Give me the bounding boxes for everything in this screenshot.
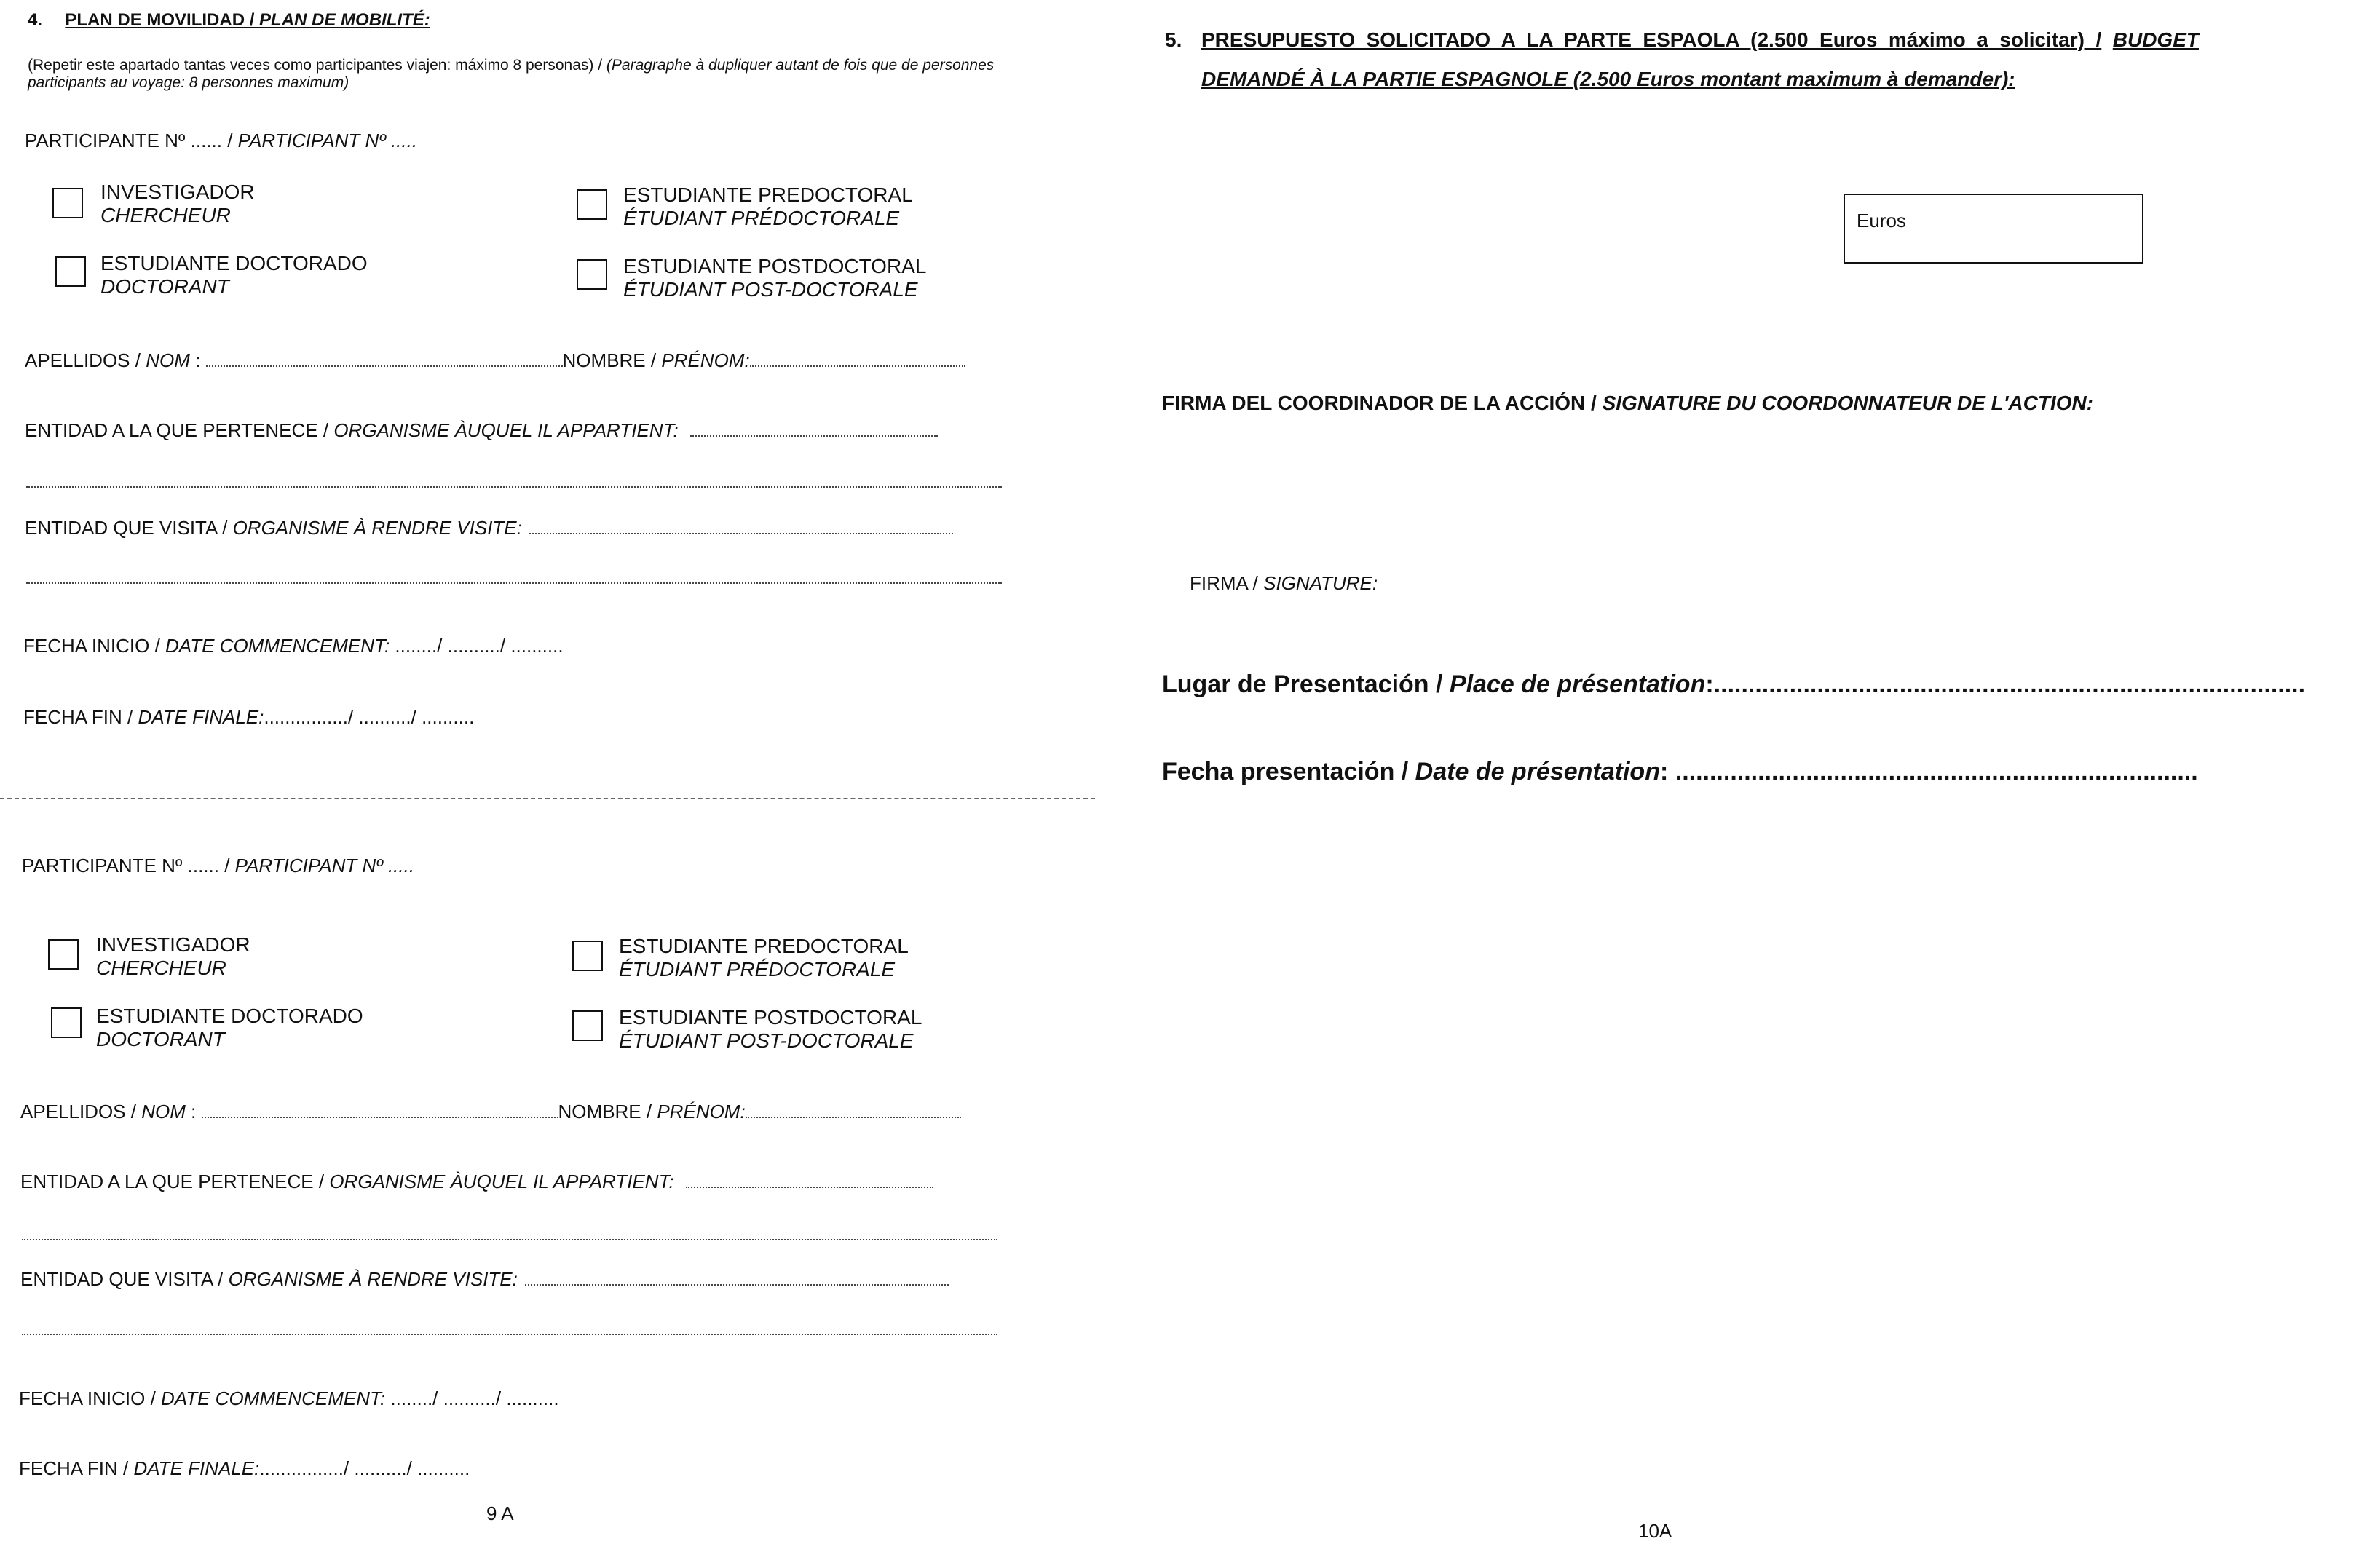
role-fr: ÉTUDIANT POST-DOCTORALE — [623, 278, 918, 301]
label-estudiante-predoctoral — [623, 183, 913, 230]
role-es: INVESTIGADOR — [96, 933, 250, 956]
role-es: INVESTIGADOR — [100, 181, 255, 203]
role-fr: DOCTORANT — [96, 1028, 225, 1050]
checkbox-investigador[interactable] — [48, 939, 79, 970]
entidad-pertenece-continuation-line[interactable] — [26, 486, 1002, 488]
checkbox-estudiante-predoctoral[interactable] — [572, 941, 603, 971]
apellidos-colon: : — [185, 1101, 202, 1122]
fecha-inicio-row — [19, 1387, 559, 1409]
fecha-inicio-label-es: FECHA INICIO / — [19, 1387, 162, 1409]
signature-area[interactable] — [1311, 539, 1966, 597]
entidad-visita-field[interactable] — [525, 1268, 949, 1286]
fecha-fin-row — [19, 1457, 470, 1479]
participant-number-label — [22, 855, 414, 876]
label-estudiante-doctorado — [100, 252, 368, 298]
role-fr: ÉTUDIANT PRÉDOCTORALE — [619, 958, 896, 981]
nombre-label-es: NOMBRE / — [562, 349, 662, 371]
nombre-field[interactable] — [750, 349, 965, 367]
entidad-visita-label-fr: ORGANISME À RENDRE VISITE: — [228, 1268, 518, 1290]
fecha-inicio-field[interactable]: ......../ ........../ .......... — [385, 1387, 559, 1409]
entidad-visita-label-es: ENTIDAD QUE VISITA / — [20, 1268, 229, 1290]
participant-label-es: PARTICIPANTE Nº ...... / — [22, 855, 235, 876]
section-4-title: PLAN DE MOVILIDAD — [65, 10, 245, 30]
section-4-heading — [28, 10, 430, 31]
entidad-visita-label-es: ENTIDAD QUE VISITA / — [25, 517, 233, 539]
fecha-presentacion-es: Fecha presentación / — [1162, 758, 1415, 785]
entidad-pertenece-row — [20, 1171, 933, 1192]
section-4-separator: / — [245, 10, 260, 30]
role-fr: ÉTUDIANT POST-DOCTORALE — [619, 1029, 914, 1052]
intro-es: (Repetir este apartado tantas veces como participantes viajen: máximo 8 personas) / — [28, 57, 606, 74]
section-4-intro — [28, 57, 1062, 92]
entidad-pertenece-continuation-line[interactable] — [22, 1239, 997, 1240]
entidad-visita-row — [25, 517, 953, 539]
page-number-right: 10A — [1638, 1520, 1672, 1542]
fecha-inicio-label-fr: DATE COMMENCEMENT: — [165, 635, 390, 657]
intro-fr: (Paragraphe à dupliquer autant de fois que de personnes participants au voyage: 8 personnes maximum) — [28, 57, 995, 91]
euros-amount-box[interactable] — [1844, 194, 2143, 264]
participant-label-es: PARTICIPANTE Nº ...... / — [25, 130, 238, 151]
entidad-pertenece-label-fr: ORGANISME ÀUQUEL IL APPARTIENT: — [333, 419, 679, 441]
role-es: ESTUDIANTE PREDOCTORAL — [623, 183, 913, 206]
fecha-fin-label-es: FECHA FIN / — [19, 1457, 134, 1479]
entidad-visita-continuation-line[interactable] — [22, 1334, 997, 1335]
section-5-heading — [1165, 20, 2359, 99]
role-es: ESTUDIANTE PREDOCTORAL — [619, 935, 909, 957]
participant-label-fr: PARTICIPANT Nº ..... — [237, 130, 418, 151]
fecha-fin-field[interactable]: ................/ ........../ .......... — [259, 1457, 470, 1479]
entidad-pertenece-field[interactable] — [686, 1171, 933, 1188]
checkbox-estudiante-postdoctoral[interactable] — [577, 259, 607, 290]
entidad-pertenece-row — [25, 419, 938, 441]
apellidos-field[interactable] — [206, 349, 563, 367]
role-fr: DOCTORANT — [100, 275, 229, 298]
section-4-title-fr: PLAN DE MOBILITÉ: — [259, 10, 430, 30]
checkbox-investigador[interactable] — [52, 188, 83, 218]
section-5-title-fr: BUDGET DEMANDÉ À LA PARTIE ESPAGNOLE (2.500 Euros montant maximum à demander): — [1201, 28, 2199, 90]
label-investigador — [100, 181, 255, 227]
apellidos-row — [25, 349, 965, 371]
label-estudiante-postdoctoral — [623, 255, 926, 301]
checkbox-estudiante-postdoctoral[interactable] — [572, 1010, 603, 1041]
entidad-visita-row — [20, 1268, 949, 1290]
checkbox-estudiante-predoctoral[interactable] — [577, 189, 607, 220]
nombre-label-fr: PRÉNOM: — [657, 1101, 746, 1122]
entidad-visita-field[interactable] — [529, 517, 953, 534]
apellidos-field[interactable] — [202, 1101, 558, 1118]
fecha-presentacion-row — [1162, 757, 2198, 786]
role-es: ESTUDIANTE POSTDOCTORAL — [623, 255, 927, 277]
role-es: ESTUDIANTE DOCTORADO — [100, 252, 368, 274]
apellidos-label-es: APELLIDOS / — [25, 349, 146, 371]
firma-coordinador-es: FIRMA DEL COORDINADOR DE LA ACCIÓN / — [1162, 392, 1603, 414]
fecha-inicio-label-es: FECHA INICIO / — [23, 635, 166, 657]
label-investigador — [96, 933, 250, 980]
firma-coordinador-fr: SIGNATURE DU COORDONNATEUR DE L'ACTION: — [1602, 392, 2094, 414]
lugar-es: Lugar de Presentación / — [1162, 670, 1450, 698]
label-estudiante-doctorado — [96, 1005, 363, 1051]
section-5-title-es: PRESUPUESTO SOLICITADO A LA PARTE ESPAOLA (2.500 Euros máximo a solicitar) / — [1201, 28, 2102, 51]
fecha-fin-label-es: FECHA FIN / — [23, 706, 138, 728]
participant-divider — [0, 798, 1095, 799]
apellidos-label-fr: NOM — [141, 1101, 186, 1122]
entidad-pertenece-label-fr: ORGANISME ÀUQUEL IL APPARTIENT: — [329, 1171, 674, 1192]
role-fr: CHERCHEUR — [100, 204, 231, 226]
fecha-fin-label-fr: DATE FINALE: — [138, 706, 264, 728]
section-5-number: 5. — [1165, 28, 1182, 51]
fecha-inicio-row — [23, 635, 564, 657]
entidad-pertenece-label-es: ENTIDAD A LA QUE PERTENECE / — [25, 419, 334, 441]
apellidos-label-fr: NOM — [146, 349, 190, 371]
entidad-pertenece-field[interactable] — [690, 419, 938, 437]
firma-es: FIRMA / — [1190, 572, 1264, 594]
role-es: ESTUDIANTE POSTDOCTORAL — [619, 1006, 922, 1029]
role-es: ESTUDIANTE DOCTORADO — [96, 1005, 363, 1027]
participant-label-fr: PARTICIPANT Nº ..... — [234, 855, 415, 876]
label-estudiante-postdoctoral — [619, 1006, 922, 1053]
role-fr: ÉTUDIANT PRÉDOCTORALE — [623, 207, 900, 229]
fecha-inicio-label-fr: DATE COMMENCEMENT: — [161, 1387, 386, 1409]
participant-number-label — [25, 130, 417, 151]
fecha-presentacion-field[interactable]: : ............................................................................ — [1659, 758, 2198, 785]
nombre-label-es: NOMBRE / — [558, 1101, 657, 1122]
firma-coordinador-label — [1162, 390, 2181, 416]
fecha-inicio-field[interactable]: ......../ ........../ .......... — [390, 635, 564, 657]
lugar-field[interactable]: :...................................................................................... — [1705, 670, 2306, 698]
role-fr: CHERCHEUR — [96, 957, 226, 979]
euros-label: Euros — [1857, 210, 1906, 231]
checkbox-estudiante-doctorado[interactable] — [51, 1007, 82, 1038]
lugar-fr: Place de présentation — [1449, 670, 1706, 698]
fecha-fin-field[interactable]: ................/ ........../ .......... — [264, 706, 475, 728]
entidad-visita-label-fr: ORGANISME À RENDRE VISITE: — [232, 517, 522, 539]
page-number-left: 9 A — [486, 1502, 514, 1524]
apellidos-label-es: APELLIDOS / — [20, 1101, 142, 1122]
checkbox-estudiante-doctorado[interactable] — [55, 256, 86, 287]
section-4-number: 4. — [28, 10, 43, 30]
fecha-fin-row — [23, 706, 474, 728]
apellidos-row — [20, 1101, 961, 1122]
entidad-pertenece-label-es: ENTIDAD A LA QUE PERTENECE / — [20, 1171, 330, 1192]
firma-fr: SIGNATURE: — [1263, 572, 1378, 594]
lugar-presentacion-row — [1162, 670, 2305, 699]
apellidos-colon: : — [189, 349, 206, 371]
nombre-label-fr: PRÉNOM: — [661, 349, 750, 371]
entidad-visita-continuation-line[interactable] — [26, 582, 1002, 584]
fecha-fin-label-fr: DATE FINALE: — [133, 1457, 260, 1479]
nombre-field[interactable] — [746, 1101, 961, 1118]
fecha-presentacion-fr: Date de présentation — [1415, 758, 1660, 785]
label-estudiante-predoctoral — [619, 935, 909, 981]
